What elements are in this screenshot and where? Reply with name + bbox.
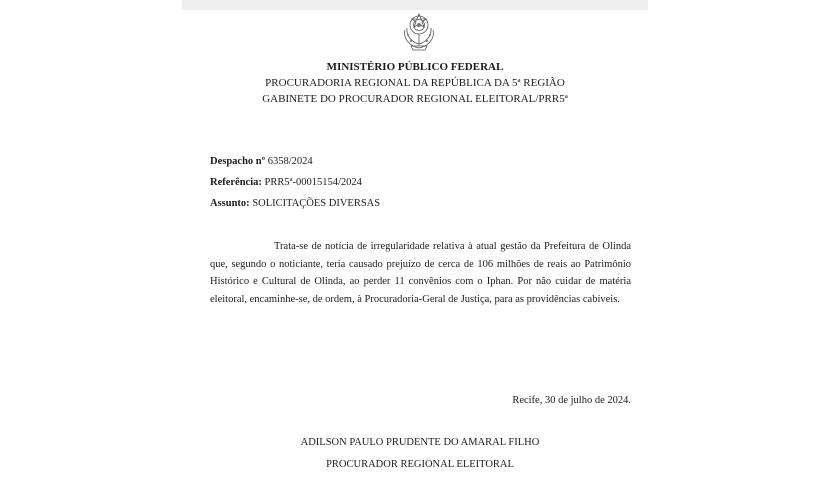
field-despacho bbox=[210, 155, 313, 168]
header-procuradoria: PROCURADORIA REGIONAL DA REPÚBLICA DA 5ª REGIÃO bbox=[265, 77, 565, 89]
header-gabinete: GABINETE DO PROCURADOR REGIONAL ELEITORAL/PRR5ª bbox=[262, 93, 568, 105]
signer-title: PROCURADOR REGIONAL ELEITORAL bbox=[326, 459, 514, 470]
field-referencia bbox=[210, 176, 362, 189]
body-paragraph: Trata-se de notícia de irregularidade relativa à atual gestão da Prefeitura de Olinda que, segundo o noticiante, teria causado prejuízo de cerca de 106 milhões de reais ao Patrimônio Histórico e Cultural de Olinda, ao perder 11 convênios com o Iphan. Por não cuidar de matéria eleitoral, encaminhe-se, de ordem, à Procuradoria-Geral de Justiça, para as providências cabíveis. bbox=[210, 241, 631, 305]
field-assunto-value: SOLICITAÇÕES DIVERSAS bbox=[252, 198, 381, 209]
brazil-coat-of-arms-icon bbox=[397, 8, 441, 52]
date-line: Recife, 30 de julho de 2024. bbox=[512, 395, 631, 406]
field-despacho-value: 6358/2024 bbox=[267, 156, 313, 167]
field-assunto-label: Assunto: bbox=[210, 198, 250, 209]
field-assunto bbox=[210, 197, 380, 210]
field-referencia-label: Referência: bbox=[210, 177, 262, 188]
header-ministry: MINISTÉRIO PÚBLICO FEDERAL bbox=[326, 61, 504, 73]
field-referencia-value: PRR5ª-00015154/2024 bbox=[264, 177, 362, 188]
signer-name: ADILSON PAULO PRUDENTE DO AMARAL FILHO bbox=[300, 437, 540, 448]
field-despacho-label: Despacho nº bbox=[210, 156, 266, 167]
